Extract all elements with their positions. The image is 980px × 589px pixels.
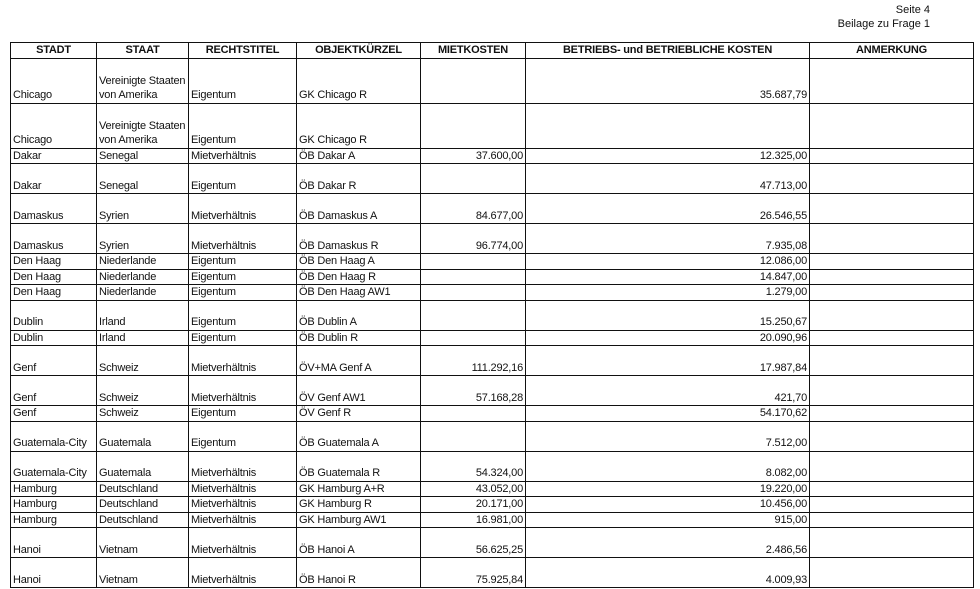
- cell-rechtstitel: Mietverhältnis: [189, 451, 297, 481]
- cell-staat: Deutschland: [97, 481, 189, 497]
- cell-betriebskosten: 47.713,00: [526, 164, 810, 194]
- cell-betriebskosten: 14.847,00: [526, 269, 810, 285]
- cell-objektkuerzel: GK Hamburg AW1: [297, 512, 421, 528]
- cell-rechtstitel: Eigentum: [189, 58, 297, 103]
- cell-staat: Vietnam: [97, 528, 189, 558]
- cell-rechtstitel: Mietverhältnis: [189, 194, 297, 224]
- cell-mietkosten: [421, 103, 526, 148]
- cell-rechtstitel: Eigentum: [189, 285, 297, 301]
- cell-rechtstitel: Mietverhältnis: [189, 497, 297, 513]
- cell-staat: Schweiz: [97, 406, 189, 422]
- cell-anmerkung: [810, 512, 974, 528]
- cell-betriebskosten: 8.082,00: [526, 451, 810, 481]
- cell-rechtstitel: Eigentum: [189, 421, 297, 451]
- cell-anmerkung: [810, 254, 974, 270]
- cell-rechtstitel: Eigentum: [189, 269, 297, 285]
- cell-stadt: Chicago: [11, 58, 97, 103]
- cell-mietkosten: [421, 164, 526, 194]
- cell-staat: Guatemala: [97, 451, 189, 481]
- cell-staat: Niederlande: [97, 269, 189, 285]
- table-row: [11, 224, 974, 254]
- cell-mietkosten: 54.324,00: [421, 451, 526, 481]
- cell-stadt: Damaskus: [11, 224, 97, 254]
- table-row: [11, 103, 974, 148]
- table-row: [11, 451, 974, 481]
- cell-mietkosten: [421, 58, 526, 103]
- cell-anmerkung: [810, 164, 974, 194]
- cell-objektkuerzel: GK Hamburg A+R: [297, 481, 421, 497]
- cell-mietkosten: [421, 269, 526, 285]
- column-header-mietkosten: MIETKOSTEN: [421, 43, 526, 59]
- cell-rechtstitel: Mietverhältnis: [189, 346, 297, 376]
- cell-rechtstitel: Mietverhältnis: [189, 558, 297, 588]
- cell-betriebskosten: 421,70: [526, 376, 810, 406]
- page-number: Seite 4: [895, 4, 930, 16]
- cell-rechtstitel: Eigentum: [189, 300, 297, 330]
- cell-rechtstitel: Mietverhältnis: [189, 148, 297, 164]
- cell-staat: Vietnam: [97, 558, 189, 588]
- cell-betriebskosten: 12.086,00: [526, 254, 810, 270]
- cell-staat: Guatemala: [97, 421, 189, 451]
- cell-stadt: Hanoi: [11, 558, 97, 588]
- cell-betriebskosten: 20.090,96: [526, 330, 810, 346]
- cell-rechtstitel: Mietverhältnis: [189, 528, 297, 558]
- cell-betriebskosten: 12.325,00: [526, 148, 810, 164]
- table-row: [11, 254, 974, 270]
- cell-betriebskosten: 7.512,00: [526, 421, 810, 451]
- cell-anmerkung: [810, 346, 974, 376]
- cell-betriebskosten: 2.486,56: [526, 528, 810, 558]
- cell-anmerkung: [810, 528, 974, 558]
- cell-mietkosten: 37.600,00: [421, 148, 526, 164]
- cell-stadt: Guatemala-City: [11, 451, 97, 481]
- cell-mietkosten: 75.925,84: [421, 558, 526, 588]
- cell-objektkuerzel: GK Chicago R: [297, 58, 421, 103]
- cell-objektkuerzel: GK Hamburg R: [297, 497, 421, 513]
- cell-betriebskosten: [526, 103, 810, 148]
- cell-stadt: Guatemala-City: [11, 421, 97, 451]
- cell-rechtstitel: Eigentum: [189, 330, 297, 346]
- table-row: [11, 58, 974, 103]
- cell-staat: Irland: [97, 300, 189, 330]
- table-row: [11, 558, 974, 588]
- cell-stadt: Genf: [11, 406, 97, 422]
- cell-staat: Irland: [97, 330, 189, 346]
- cell-anmerkung: [810, 103, 974, 148]
- cell-stadt: Hamburg: [11, 512, 97, 528]
- cell-rechtstitel: Eigentum: [189, 164, 297, 194]
- cell-mietkosten: [421, 300, 526, 330]
- cell-objektkuerzel: ÖB Dublin A: [297, 300, 421, 330]
- cell-objektkuerzel: ÖB Hanoi A: [297, 528, 421, 558]
- cell-anmerkung: [810, 558, 974, 588]
- cell-staat: Syrien: [97, 194, 189, 224]
- cell-stadt: Den Haag: [11, 285, 97, 301]
- column-header-rechtstitel: RECHTSTITEL: [189, 43, 297, 59]
- cell-stadt: Chicago: [11, 103, 97, 148]
- cell-objektkuerzel: ÖB Damaskus A: [297, 194, 421, 224]
- cell-anmerkung: [810, 406, 974, 422]
- cell-stadt: Hamburg: [11, 497, 97, 513]
- cell-betriebskosten: 19.220,00: [526, 481, 810, 497]
- cell-stadt: Damaskus: [11, 194, 97, 224]
- cell-stadt: Genf: [11, 376, 97, 406]
- table-row: [11, 194, 974, 224]
- table-row: [11, 421, 974, 451]
- cell-rechtstitel: Mietverhältnis: [189, 481, 297, 497]
- cell-stadt: Hamburg: [11, 481, 97, 497]
- cell-betriebskosten: 26.546,55: [526, 194, 810, 224]
- cell-mietkosten: 43.052,00: [421, 481, 526, 497]
- cell-betriebskosten: 915,00: [526, 512, 810, 528]
- cell-mietkosten: [421, 421, 526, 451]
- cost-table: [10, 42, 974, 588]
- cell-mietkosten: [421, 330, 526, 346]
- cell-staat: Schweiz: [97, 376, 189, 406]
- cell-anmerkung: [810, 300, 974, 330]
- cell-mietkosten: 84.677,00: [421, 194, 526, 224]
- cell-staat: Syrien: [97, 224, 189, 254]
- cell-stadt: Dublin: [11, 330, 97, 346]
- cell-rechtstitel: Eigentum: [189, 254, 297, 270]
- cell-staat: Niederlande: [97, 285, 189, 301]
- table-row: [11, 148, 974, 164]
- cell-anmerkung: [810, 269, 974, 285]
- cell-mietkosten: [421, 254, 526, 270]
- cell-objektkuerzel: ÖB Guatemala A: [297, 421, 421, 451]
- cell-betriebskosten: 4.009,93: [526, 558, 810, 588]
- cell-stadt: Den Haag: [11, 269, 97, 285]
- cell-rechtstitel: Mietverhältnis: [189, 224, 297, 254]
- column-header-anmerkung: ANMERKUNG: [810, 43, 974, 59]
- column-header-betriebskosten: BETRIEBS- und BETRIEBLICHE KOSTEN: [526, 43, 810, 59]
- cell-objektkuerzel: ÖB Den Haag R: [297, 269, 421, 285]
- cell-stadt: Hanoi: [11, 528, 97, 558]
- cell-stadt: Dublin: [11, 300, 97, 330]
- cell-anmerkung: [810, 148, 974, 164]
- cell-betriebskosten: 54.170,62: [526, 406, 810, 422]
- cell-stadt: Dakar: [11, 148, 97, 164]
- cell-objektkuerzel: ÖB Guatemala R: [297, 451, 421, 481]
- cell-betriebskosten: 10.456,00: [526, 497, 810, 513]
- cell-staat: Deutschland: [97, 497, 189, 513]
- cell-objektkuerzel: ÖB Dakar R: [297, 164, 421, 194]
- cell-staat: Senegal: [97, 148, 189, 164]
- cell-anmerkung: [810, 451, 974, 481]
- cell-objektkuerzel: ÖB Dakar A: [297, 148, 421, 164]
- cell-mietkosten: [421, 406, 526, 422]
- cell-staat: Senegal: [97, 164, 189, 194]
- cell-stadt: Dakar: [11, 164, 97, 194]
- cell-objektkuerzel: ÖB Damaskus R: [297, 224, 421, 254]
- table-row: [11, 330, 974, 346]
- cell-anmerkung: [810, 330, 974, 346]
- table-row: [11, 346, 974, 376]
- table-row: [11, 497, 974, 513]
- cell-staat: Schweiz: [97, 346, 189, 376]
- cell-anmerkung: [810, 481, 974, 497]
- cell-betriebskosten: 15.250,67: [526, 300, 810, 330]
- cell-anmerkung: [810, 497, 974, 513]
- cell-objektkuerzel: ÖV+MA Genf A: [297, 346, 421, 376]
- table-row: [11, 285, 974, 301]
- cell-mietkosten: 56.625,25: [421, 528, 526, 558]
- cell-anmerkung: [810, 285, 974, 301]
- cell-mietkosten: 20.171,00: [421, 497, 526, 513]
- cell-staat: Vereinigte Staaten von Amerika: [97, 58, 189, 103]
- cell-betriebskosten: 17.987,84: [526, 346, 810, 376]
- cell-betriebskosten: 35.687,79: [526, 58, 810, 103]
- cell-stadt: Genf: [11, 346, 97, 376]
- column-header-staat: STAAT: [97, 43, 189, 59]
- cell-objektkuerzel: ÖB Hanoi R: [297, 558, 421, 588]
- column-header-stadt: STADT: [11, 43, 97, 59]
- cell-betriebskosten: 7.935,08: [526, 224, 810, 254]
- cell-rechtstitel: Eigentum: [189, 103, 297, 148]
- table-row: [11, 512, 974, 528]
- cell-objektkuerzel: ÖB Den Haag AW1: [297, 285, 421, 301]
- cell-staat: Niederlande: [97, 254, 189, 270]
- cell-rechtstitel: Mietverhältnis: [189, 512, 297, 528]
- cell-mietkosten: 111.292,16: [421, 346, 526, 376]
- table-header-row: [11, 43, 974, 59]
- cell-anmerkung: [810, 58, 974, 103]
- cell-objektkuerzel: ÖB Den Haag A: [297, 254, 421, 270]
- cell-objektkuerzel: ÖV Genf R: [297, 406, 421, 422]
- table-row: [11, 376, 974, 406]
- cell-mietkosten: 57.168,28: [421, 376, 526, 406]
- cell-anmerkung: [810, 376, 974, 406]
- cell-mietkosten: 16.981,00: [421, 512, 526, 528]
- cell-objektkuerzel: GK Chicago R: [297, 103, 421, 148]
- cell-objektkuerzel: ÖB Dublin R: [297, 330, 421, 346]
- cell-rechtstitel: Mietverhältnis: [189, 376, 297, 406]
- cell-mietkosten: [421, 285, 526, 301]
- table-row: [11, 269, 974, 285]
- cell-staat: Deutschland: [97, 512, 189, 528]
- cell-rechtstitel: Eigentum: [189, 406, 297, 422]
- table-row: [11, 481, 974, 497]
- cell-anmerkung: [810, 421, 974, 451]
- cell-anmerkung: [810, 194, 974, 224]
- table-row: [11, 300, 974, 330]
- cell-stadt: Den Haag: [11, 254, 97, 270]
- table-row: [11, 528, 974, 558]
- cell-objektkuerzel: ÖV Genf AW1: [297, 376, 421, 406]
- annex-label: Beilage zu Frage 1: [837, 18, 930, 30]
- column-header-objektkuerzel: OBJEKTKÜRZEL: [297, 43, 421, 59]
- cell-betriebskosten: 1.279,00: [526, 285, 810, 301]
- table-row: [11, 164, 974, 194]
- cell-staat: Vereinigte Staaten von Amerika: [97, 103, 189, 148]
- cell-anmerkung: [810, 224, 974, 254]
- cell-mietkosten: 96.774,00: [421, 224, 526, 254]
- table-row: [11, 406, 974, 422]
